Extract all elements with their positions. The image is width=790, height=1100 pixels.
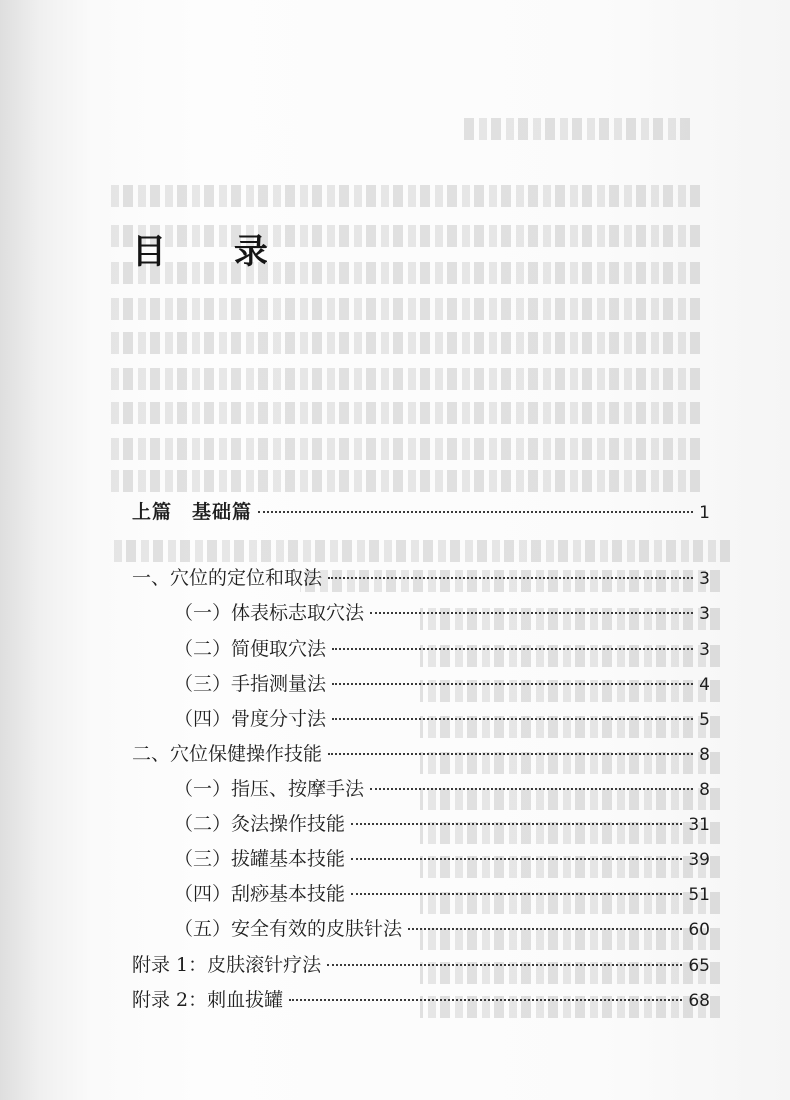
toc-entry-label: 二、穴位保健操作技能: [132, 743, 323, 765]
page-title: 目 录: [132, 232, 296, 272]
toc-entry-page: 51: [688, 885, 710, 905]
toc-entry-subsection: [174, 847, 710, 873]
dot-leader: [332, 648, 693, 650]
dot-leader: [328, 577, 693, 579]
toc-entry-page: 8: [699, 780, 710, 800]
dot-leader: [328, 753, 693, 755]
dot-leader: [258, 511, 693, 513]
toc-entry-label: （二）简便取穴法: [174, 638, 327, 660]
toc-entry-page: 5: [699, 710, 710, 730]
toc-entry-appendix: [132, 988, 710, 1014]
dot-leader: [351, 823, 682, 825]
toc-entry-label: （三）手指测量法: [174, 673, 327, 695]
dot-leader: [289, 999, 682, 1001]
toc-entry-subsection: [174, 637, 710, 663]
toc-entry-label: （三）拔罐基本技能: [174, 848, 346, 870]
toc-entry-page: 68: [688, 991, 710, 1011]
dot-leader: [370, 612, 693, 614]
dot-leader: [351, 858, 682, 860]
toc-entry-section: [132, 566, 710, 592]
toc-entry-label: （四）骨度分寸法: [174, 708, 327, 730]
dot-leader: [370, 788, 693, 790]
toc-entry-appendix: [132, 953, 710, 979]
dot-leader: [332, 683, 693, 685]
toc-entry-page: 3: [699, 569, 710, 589]
toc-entry-subsection: [174, 601, 710, 627]
toc-entry-subsection: [174, 917, 710, 943]
toc-entry-part-1: [132, 500, 710, 526]
toc-entry-page: 31: [688, 815, 710, 835]
toc-entry-subsection: [174, 707, 710, 733]
toc-entry-page: 39: [688, 850, 710, 870]
toc-entry-subsection: [174, 672, 710, 698]
toc-entry-page: 8: [699, 745, 710, 765]
dot-leader: [327, 964, 682, 966]
toc-entry-section: [132, 742, 710, 768]
toc-entry-subsection: [174, 882, 710, 908]
toc-entry-page: 3: [699, 640, 710, 660]
toc-entry-page: 3: [699, 604, 710, 624]
toc-entry-label: （一）体表标志取穴法: [174, 602, 365, 624]
toc-entry-label: 一、穴位的定位和取法: [132, 567, 323, 589]
toc-entry-label: 附录 1：皮肤滚针疗法: [132, 954, 322, 976]
dot-leader: [332, 718, 693, 720]
toc-entry-label: （二）灸法操作技能: [174, 813, 346, 835]
dot-leader: [408, 928, 682, 930]
toc-entry-label: （四）刮痧基本技能: [174, 883, 346, 905]
toc-entry-label: （五）安全有效的皮肤针法: [174, 918, 403, 940]
toc-entry-page: 4: [699, 675, 710, 695]
toc-entry-label: 附录 2：刺血拔罐: [132, 989, 284, 1011]
toc-entry-page: 60: [688, 920, 710, 940]
toc-entry-label: 上篇 基础篇: [132, 501, 253, 523]
toc-entry-subsection: [174, 777, 710, 803]
toc-entry-subsection: [174, 812, 710, 838]
toc-entry-page: 1: [699, 503, 710, 523]
toc-entry-page: 65: [688, 956, 710, 976]
dot-leader: [351, 893, 682, 895]
toc-entry-label: （一）指压、按摩手法: [174, 778, 365, 800]
